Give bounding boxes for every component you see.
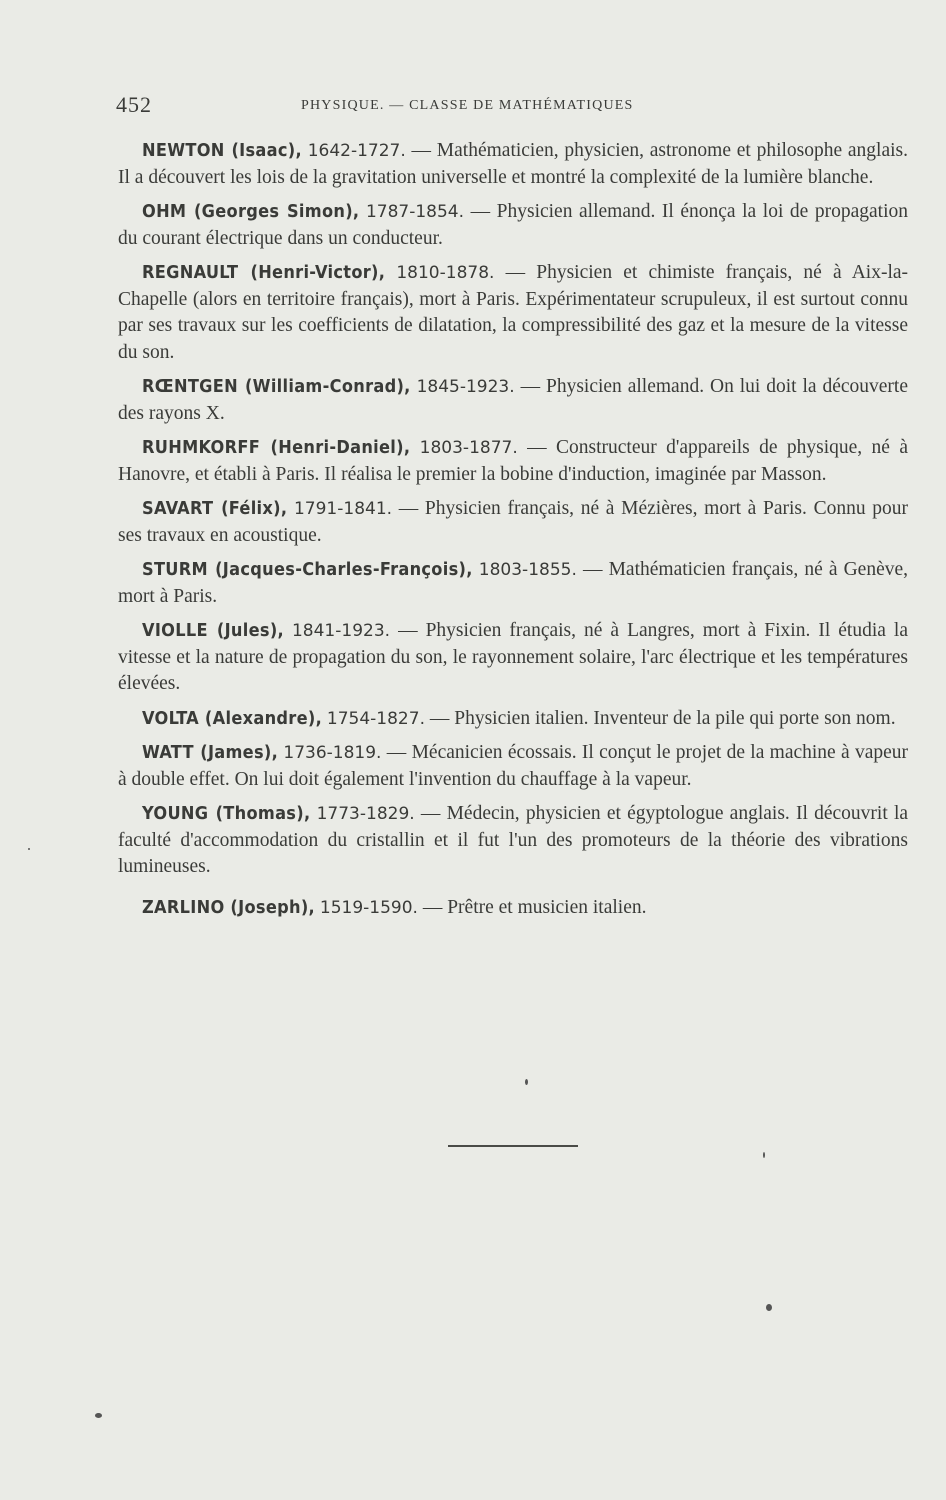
entry-text: — Constructeur d'appareils de physique, né à Hanovre, et établi à Paris. Il réalisa le premier la bobine d'induction, imaginée par Masson. <box>118 437 908 485</box>
entry-sturm <box>118 557 908 610</box>
entry-volta <box>118 706 908 733</box>
entry-dates: 1803-1855. <box>478 560 577 580</box>
entry-text: — Physicien allemand. Il énonça la loi de propagation du courant électrique dans un conducteur. <box>118 201 909 249</box>
entry-name: WATT (James), <box>142 742 279 763</box>
entry-name: VIOLLE (Jules), <box>142 620 284 641</box>
entry-name: VOLTA (Alexandre), <box>142 707 323 729</box>
entry-dates: 1787-1854. <box>365 202 465 222</box>
paper-speck <box>763 1152 765 1158</box>
entry-name: YOUNG (Thomas), <box>142 803 311 824</box>
entry-ruhmkorff <box>118 435 908 488</box>
entry-name: RUHMKORFF (Henri-Daniel), <box>142 437 411 458</box>
entry-dates: 1803-1877. <box>419 438 518 458</box>
entry-newton <box>118 138 908 191</box>
entry-watt <box>118 740 908 793</box>
entry-name: ZARLINO (Joseph), <box>142 896 315 918</box>
entry-name: RŒNTGEN (William-Conrad), <box>142 376 411 397</box>
header-title: PHYSIQUE. — CLASSE DE MATHÉMATIQUES <box>301 98 634 113</box>
entry-name: SAVART (Félix), <box>142 498 288 519</box>
entry-dates: 1642-1727. <box>307 141 406 161</box>
entry-ohm <box>118 199 908 252</box>
entry-text: — Mathématicien français, né à Genève, mort à Paris. <box>118 559 909 607</box>
end-of-section-rule <box>448 1145 578 1147</box>
entry-name: STURM (Jacques-Charles-François), <box>142 559 473 580</box>
paper-speck <box>95 1413 102 1418</box>
entry-text: — Mathématicien, physicien, astronome et philosophe anglais. Il a découvert les lois de la gravitation universelle et montré la complexité de la lumière blanche. <box>118 140 909 188</box>
entry-zarlino <box>118 895 908 922</box>
entry-text: — Physicien français, né à Langres, mort à Fixin. Il étudia la vitesse et la nature de propagation du son, le rayonnement solaire, l'arc électrique et les températures élevées. <box>118 620 908 694</box>
running-header <box>116 92 906 122</box>
entry-dates: 1773-1829. <box>316 804 415 824</box>
entry-violle <box>118 618 908 698</box>
entry-dates: 1791-1841. <box>293 499 393 519</box>
entry-name: REGNAULT (Henri-Victor), <box>142 262 386 283</box>
entry-text: — Mécanicien écossais. Il conçut le projet de la machine à vapeur à double effet. On lui doit également l'invention du chauffage à la vapeur. <box>118 742 909 790</box>
entry-dates: 1519-1590. <box>319 897 418 918</box>
entry-roentgen <box>118 374 908 427</box>
entry-regnault <box>118 260 908 366</box>
entry-dates: 1736-1819. <box>283 743 382 763</box>
entry-dates: 1845-1923. <box>416 377 515 397</box>
entry-text: — Physicien italien. Inventeur de la pile qui porte son nom. <box>429 707 896 729</box>
page-number: 452 <box>116 92 152 117</box>
entry-dates: 1754-1827. <box>326 708 425 729</box>
paper-speck <box>28 848 30 850</box>
entry-savart <box>118 496 908 549</box>
biographical-entries <box>118 138 908 929</box>
entry-young <box>118 801 908 881</box>
entry-text: — Médecin, physicien et égyptologue anglais. Il découvrit la faculté d'accommodation du cristallin et il fut l'un des promoteurs de la théorie des vibrations lumineuses. <box>118 803 909 877</box>
entry-text: — Physicien allemand. On lui doit la découverte des rayons X. <box>118 376 909 424</box>
entry-text: — Prêtre et musicien italien. <box>422 896 647 918</box>
entry-text: — Physicien français, né à Mézières, mort à Paris. Connu pour ses travaux en acoustique. <box>118 498 909 546</box>
entry-text: — Physicien et chimiste français, né à Aix-la-Chapelle (alors en territoire français), mort à Paris. Expérimentateur scrupuleux, il est surtout connu par ses travaux sur les coefficients de dilatation, la compressibilité des gaz et la mesure de la vitesse du son. <box>118 262 909 363</box>
entry-name: OHM (Georges Simon), <box>142 201 360 222</box>
entry-name: NEWTON (Isaac), <box>142 140 302 161</box>
entry-dates: 1810-1878. <box>396 263 495 283</box>
entry-dates: 1841-1923. <box>291 621 391 641</box>
paper-speck <box>525 1079 528 1085</box>
paper-speck <box>766 1304 772 1311</box>
